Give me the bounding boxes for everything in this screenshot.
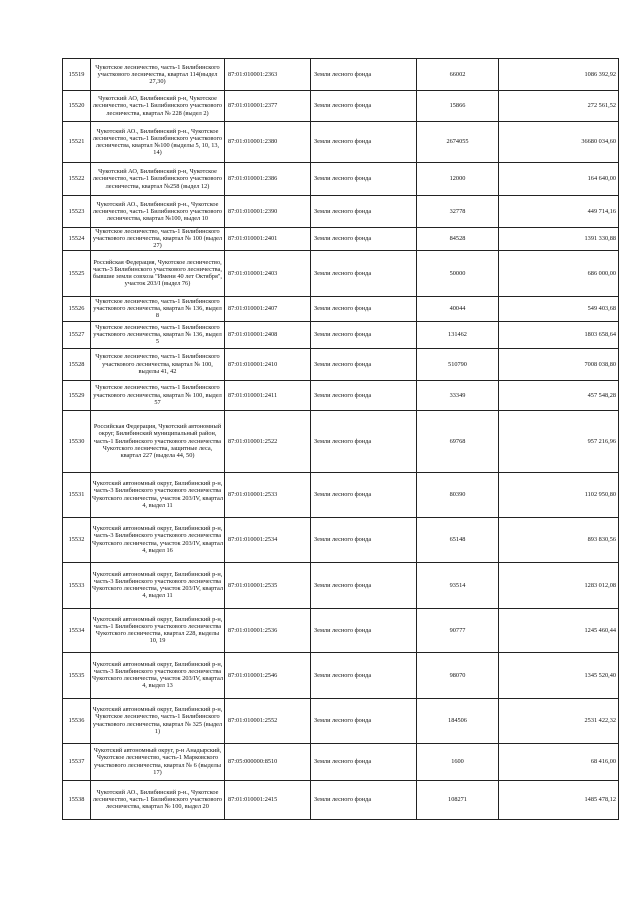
cadastral-number: 87:01:010001:2533 [225, 472, 311, 517]
cadastral-number: 87:01:010001:2535 [225, 562, 311, 608]
cadastral-number: 87:01:010001:2408 [225, 321, 311, 348]
area-value: 32778 [417, 196, 499, 228]
table-row [63, 250, 619, 296]
table-row [63, 743, 619, 780]
cadastral-number: 87:01:010001:2410 [225, 348, 311, 380]
row-number: 15530 [63, 410, 91, 472]
location-description: Чукотский автономный округ, Билибинский р-н, Чукотское лесничество, часть-1 Билибинского участкового лесничества, квартал № 325 (выдел 1) [91, 698, 225, 743]
row-number: 15536 [63, 698, 91, 743]
cadastral-value: 1102 950,80 [499, 472, 619, 517]
location-description: Чукотский автономный округ, Билибинский р-н, часть-3 Билибинского участкового лесничества Чукотского лесничества, участок 203/IV, квартал 4, выдел 11 [91, 472, 225, 517]
land-category: Земли лесного фонда [311, 348, 417, 380]
table-row [63, 652, 619, 698]
cadastral-value: 2531 422,32 [499, 698, 619, 743]
cadastral-value: 272 561,52 [499, 91, 619, 122]
table-row [63, 380, 619, 410]
row-number: 15531 [63, 472, 91, 517]
cadastral-value: 457 548,28 [499, 380, 619, 410]
land-category: Земли лесного фонда [311, 472, 417, 517]
cadastral-value: 1485 478,12 [499, 780, 619, 819]
area-value: 40044 [417, 296, 499, 321]
cadastral-value: 686 000,00 [499, 250, 619, 296]
location-description: Чукотское лесничество, часть-1 Билибинского участкового лесничества, квартал № 136, выдел 8 [91, 296, 225, 321]
land-category: Земли лесного фонда [311, 59, 417, 91]
cadastral-number: 87:01:010001:2390 [225, 196, 311, 228]
area-value: 93514 [417, 562, 499, 608]
location-description: Чукотский АО., Билибинский р-н., Чукотское лесничество, часть-1 Билибинского участкового лесничества, квартал №100 (выделы 5, 10, 13, 14) [91, 122, 225, 163]
table-row [63, 196, 619, 228]
area-value: 33349 [417, 380, 499, 410]
row-number: 15522 [63, 163, 91, 196]
table-row [63, 410, 619, 472]
cadastral-value: 1345 520,40 [499, 652, 619, 698]
area-value: 98070 [417, 652, 499, 698]
row-number: 15532 [63, 517, 91, 562]
table-row [63, 698, 619, 743]
cadastral-number: 87:01:010001:2380 [225, 122, 311, 163]
cadastral-value: 957 216,96 [499, 410, 619, 472]
cadastral-value: 893 830,56 [499, 517, 619, 562]
row-number: 15529 [63, 380, 91, 410]
table-row [63, 780, 619, 819]
row-number: 15528 [63, 348, 91, 380]
location-description: Чукотский АО., Билибинский р-н., Чукотское лесничество, часть-1 Билибинского участкового лесничества, квартал №100, выдел 10 [91, 196, 225, 228]
document-page [62, 58, 618, 820]
area-value: 131462 [417, 321, 499, 348]
area-value: 69768 [417, 410, 499, 472]
area-value: 108271 [417, 780, 499, 819]
cadastral-value: 449 714,16 [499, 196, 619, 228]
cadastral-value: 1245 460,44 [499, 608, 619, 652]
row-number: 15533 [63, 562, 91, 608]
row-number: 15538 [63, 780, 91, 819]
location-description: Чукотское лесничество, часть-1 Билибинского участкового лесничества, квартал № 100, выделы 41, 42 [91, 348, 225, 380]
location-description: Чукотский автономный округ, Билибинский р-н, часть-3 Билибинского участкового лесничества Чукотского лесничества, участок 203/IV, квартал 4, выдел 16 [91, 517, 225, 562]
table-row [63, 122, 619, 163]
land-category: Земли лесного фонда [311, 608, 417, 652]
cadastral-value: 68 416,00 [499, 743, 619, 780]
location-description: Чукотское лесничество, часть-1 Билибинского участкового лесничества, квартал 114(выдел 27,30) [91, 59, 225, 91]
land-category: Земли лесного фонда [311, 562, 417, 608]
cadastral-value: 549 403,68 [499, 296, 619, 321]
land-category: Земли лесного фонда [311, 296, 417, 321]
area-value: 510790 [417, 348, 499, 380]
location-description: Чукотский АО., Билибинский р-н., Чукотское лесничество, часть-1 Билибинского участкового лесничества, квартал № 100, выдел 20 [91, 780, 225, 819]
location-description: Чукотский автономный округ, Билибинский р-н, часть-3 Билибинского участкового лесничества Чукотского лесничества, участок 203/IV, квартал 4, выдел 13 [91, 652, 225, 698]
table-row [63, 562, 619, 608]
cadastral-number: 87:01:010001:2552 [225, 698, 311, 743]
land-category: Земли лесного фонда [311, 228, 417, 251]
cadastral-number: 87:01:010001:2522 [225, 410, 311, 472]
location-description: Российская Федерация, Чукотское лесничество, часть-3 Билибинского участкового лесничества, бывшие земли совхоза "Имени 40 лет Октября", участок 203/I (выдел 76) [91, 250, 225, 296]
table-row [63, 472, 619, 517]
cadastral-value: 7008 038,80 [499, 348, 619, 380]
land-category: Земли лесного фонда [311, 780, 417, 819]
table-row [63, 321, 619, 348]
row-number: 15534 [63, 608, 91, 652]
location-description: Чукотский автономный округ, Билибинский р-н, часть-1 Билибинского участкового лесничества Чукотского лесничества, квартал 228, выделы 10, 19 [91, 608, 225, 652]
location-description: Чукотский автономный округ, Билибинский р-н, часть-3 Билибинского участкового лесничества Чукотского лесничества, участок 203/IV, квартал 4, выдел 11 [91, 562, 225, 608]
cadastral-number: 87:05:000000:8510 [225, 743, 311, 780]
cadastral-value: 36680 034,60 [499, 122, 619, 163]
cadastral-number: 87:01:010001:2403 [225, 250, 311, 296]
cadastral-number: 87:01:010001:2401 [225, 228, 311, 251]
row-number: 15519 [63, 59, 91, 91]
row-number: 15520 [63, 91, 91, 122]
land-category: Земли лесного фонда [311, 91, 417, 122]
table-row [63, 91, 619, 122]
table-row [63, 608, 619, 652]
cadastral-value: 1283 012,08 [499, 562, 619, 608]
cadastral-number: 87:01:010001:2407 [225, 296, 311, 321]
land-category: Земли лесного фонда [311, 321, 417, 348]
land-category: Земли лесного фонда [311, 380, 417, 410]
land-category: Земли лесного фонда [311, 250, 417, 296]
area-value: 50000 [417, 250, 499, 296]
land-category: Земли лесного фонда [311, 743, 417, 780]
area-value: 15866 [417, 91, 499, 122]
row-number: 15527 [63, 321, 91, 348]
cadastral-number: 87:01:010001:2546 [225, 652, 311, 698]
land-parcels-table [62, 58, 619, 820]
area-value: 12000 [417, 163, 499, 196]
location-description: Российская Федерация, Чукотский автономный округ, Билибинский муниципальный район, часть-1 Билибинского участкового лесничества Чукотского лесничества, защитные леса, квартал 227 (выдела 44, 50) [91, 410, 225, 472]
location-description: Чукотское лесничество, часть-1 Билибинского участкового лесничества, квартал № 100, выдел 57 [91, 380, 225, 410]
location-description: Чукотское лесничество, часть-1 Билибинского участкового лесничества, квартал № 100 (выдел 27) [91, 228, 225, 251]
table-row [63, 228, 619, 251]
area-value: 80390 [417, 472, 499, 517]
table-row [63, 296, 619, 321]
cadastral-number: 87:01:010001:2536 [225, 608, 311, 652]
cadastral-number: 87:01:010001:2534 [225, 517, 311, 562]
land-category: Земли лесного фонда [311, 652, 417, 698]
land-category: Земли лесного фонда [311, 698, 417, 743]
location-description: Чукотский АО, Билибинский р-н, Чукотское лесничество, часть-1 Билибинского участкового лесничества, квартал №258 (выдел 12) [91, 163, 225, 196]
land-category: Земли лесного фонда [311, 163, 417, 196]
cadastral-number: 87:01:010001:2363 [225, 59, 311, 91]
cadastral-number: 87:01:010001:2415 [225, 780, 311, 819]
area-value: 65148 [417, 517, 499, 562]
row-number: 15526 [63, 296, 91, 321]
row-number: 15523 [63, 196, 91, 228]
land-category: Земли лесного фонда [311, 122, 417, 163]
area-value: 184506 [417, 698, 499, 743]
area-value: 66002 [417, 59, 499, 91]
row-number: 15524 [63, 228, 91, 251]
cadastral-value: 1391 330,88 [499, 228, 619, 251]
location-description: Чукотский АО, Билибинский р-н, Чукотское лесничество, часть-1 Билибинского участкового лесничества, квартал № 228 (выдел 2) [91, 91, 225, 122]
row-number: 15525 [63, 250, 91, 296]
row-number: 15521 [63, 122, 91, 163]
cadastral-number: 87:01:010001:2377 [225, 91, 311, 122]
cadastral-number: 87:01:010001:2411 [225, 380, 311, 410]
table-row [63, 163, 619, 196]
land-category: Земли лесного фонда [311, 196, 417, 228]
cadastral-value: 1086 392,92 [499, 59, 619, 91]
row-number: 15537 [63, 743, 91, 780]
table-row [63, 517, 619, 562]
cadastral-value: 1803 658,64 [499, 321, 619, 348]
area-value: 2674055 [417, 122, 499, 163]
area-value: 90777 [417, 608, 499, 652]
location-description: Чукотское лесничество, часть-1 Билибинского участкового лесничества, квартал № 136, выдел 5 [91, 321, 225, 348]
table-body [63, 59, 619, 820]
row-number: 15535 [63, 652, 91, 698]
table-row [63, 348, 619, 380]
location-description: Чукотский автономный округ, р-н Анадырский, Чукотское лесничество, часть-1 Марковского участкового лесничества, квартал № 6 (выделы 17) [91, 743, 225, 780]
land-category: Земли лесного фонда [311, 517, 417, 562]
cadastral-number: 87:01:010001:2386 [225, 163, 311, 196]
area-value: 1600 [417, 743, 499, 780]
land-category: Земли лесного фонда [311, 410, 417, 472]
area-value: 84528 [417, 228, 499, 251]
table-row [63, 59, 619, 91]
cadastral-value: 164 640,00 [499, 163, 619, 196]
